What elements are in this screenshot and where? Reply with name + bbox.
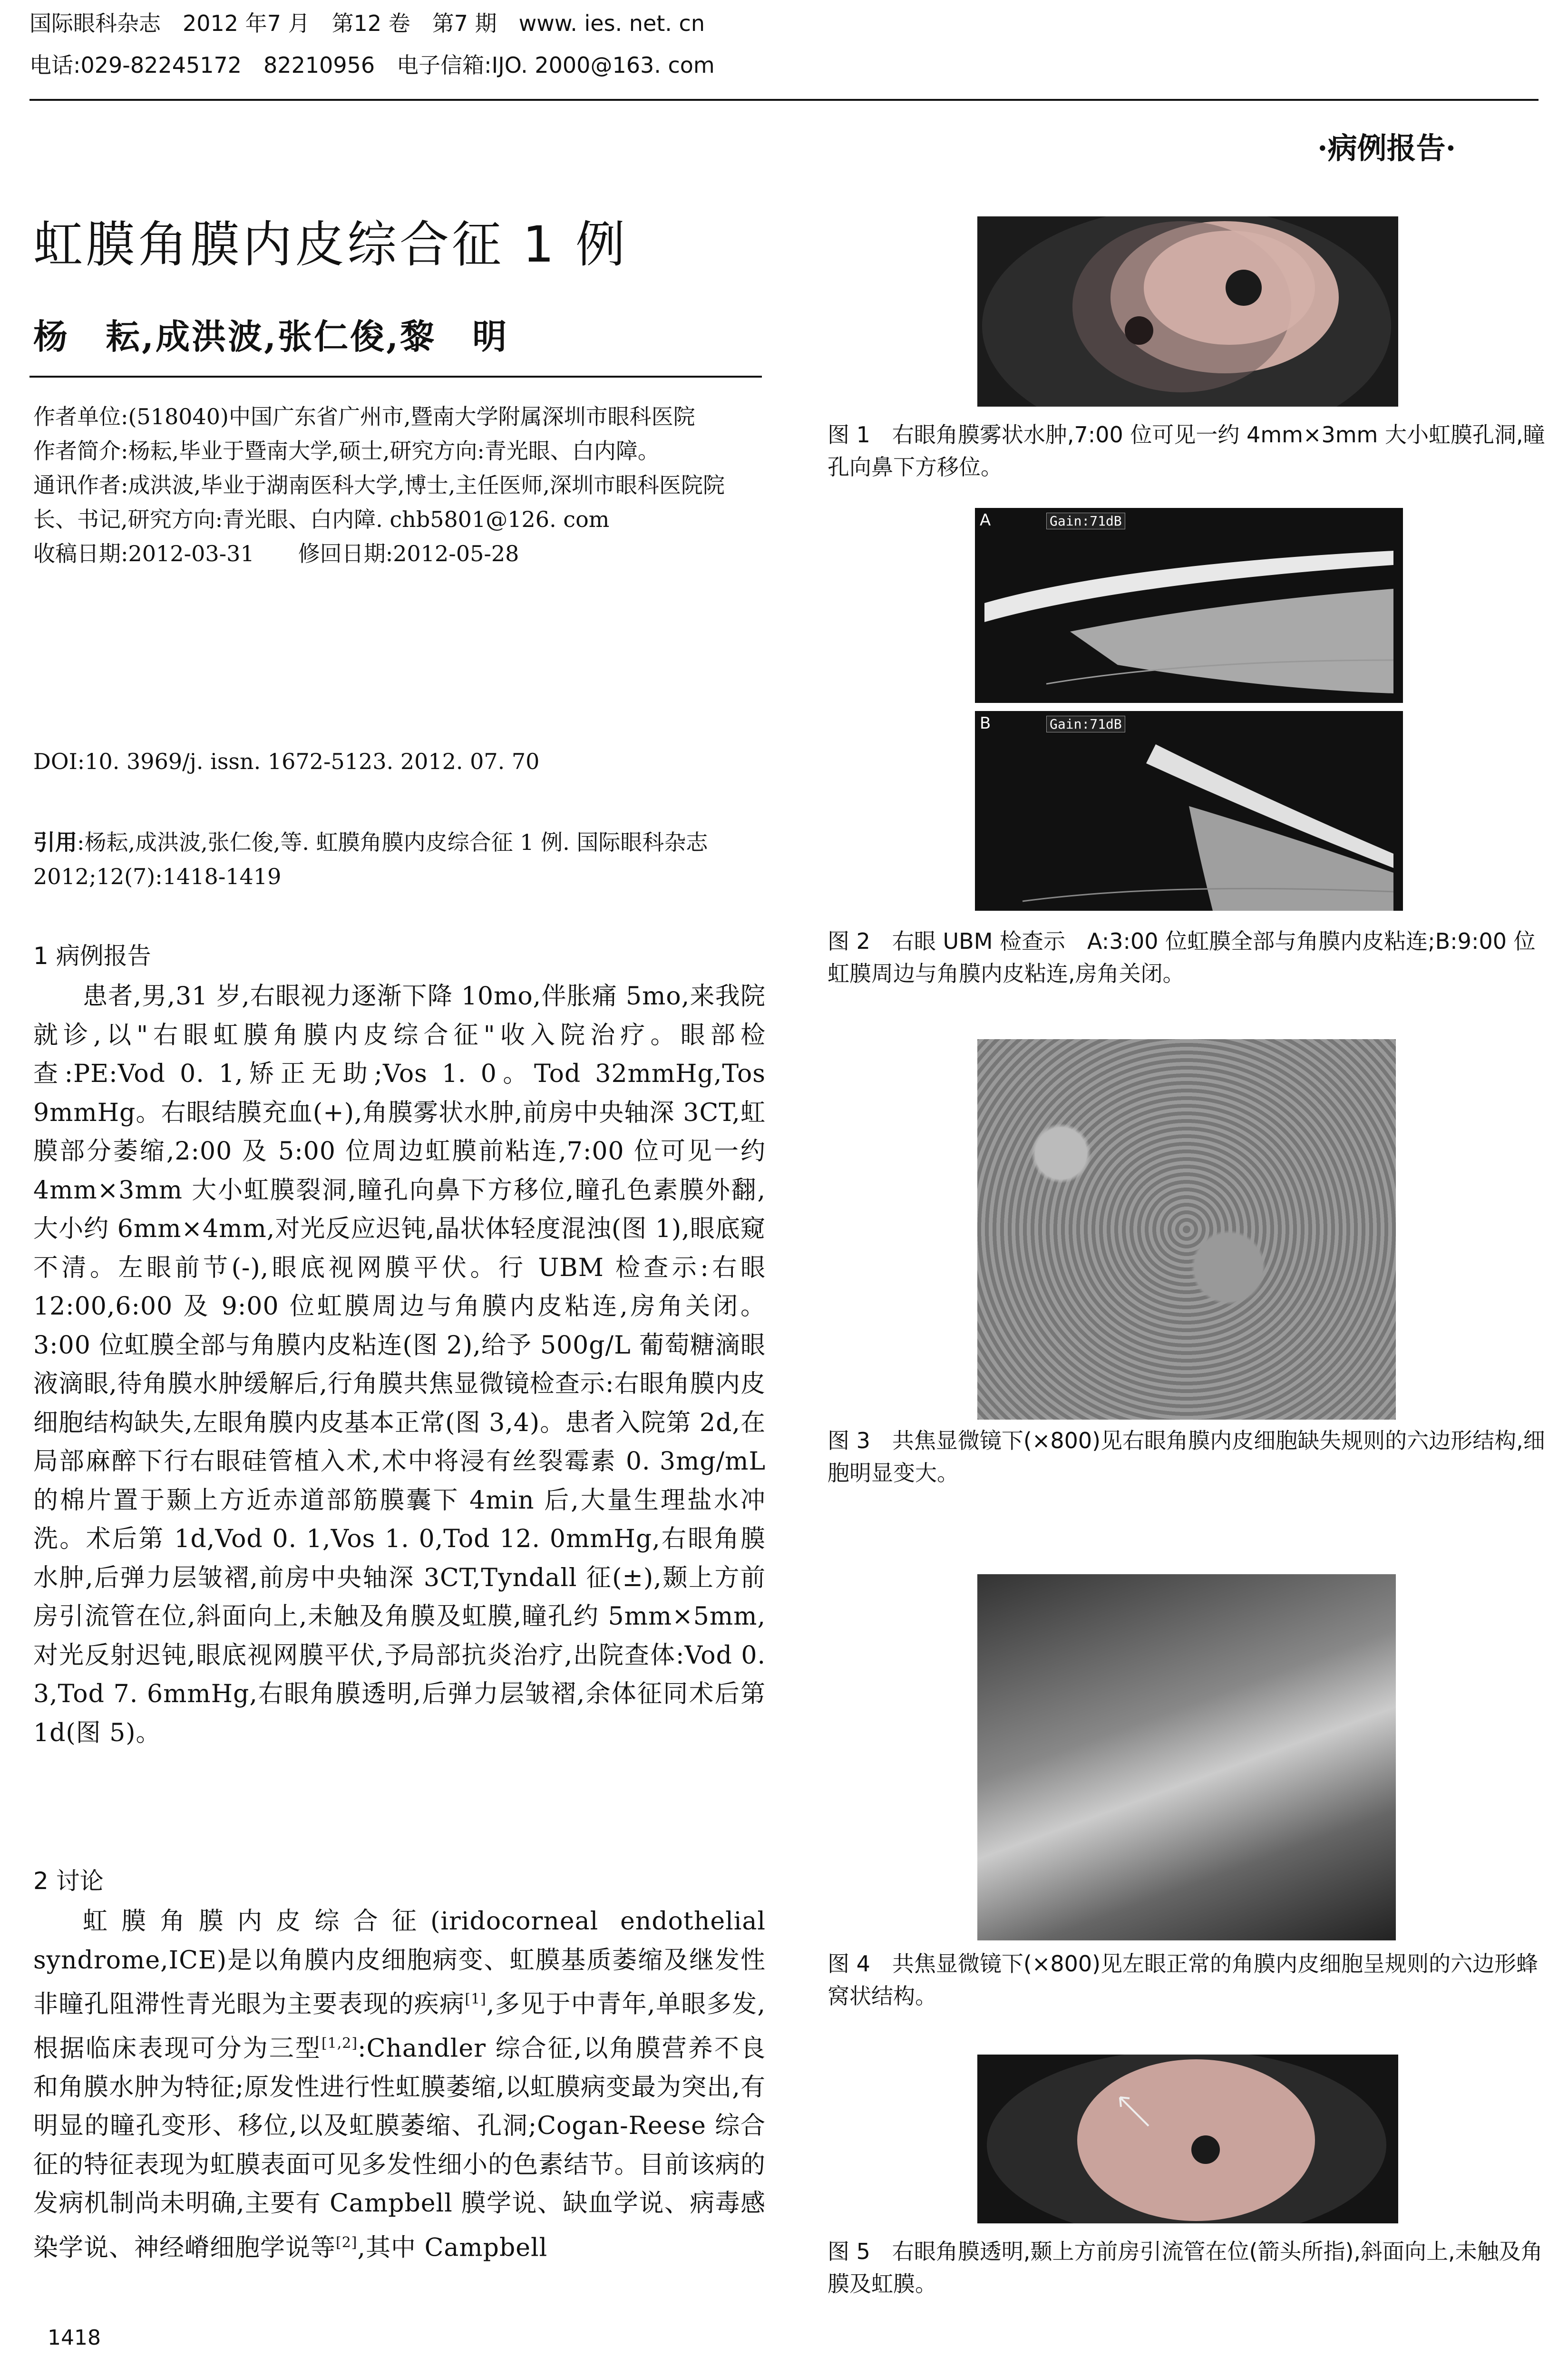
author-affiliation: 作者单位:(518040)中国广东省广州市,暨南大学附属深圳市眼科医院 — [33, 404, 695, 429]
authors-rule — [29, 376, 762, 378]
figure3-caption: 图 3 共焦显微镜下(×800)见右眼角膜内皮细胞缺失规则的六边形结构,细胞明显变大。 — [828, 1428, 1545, 1486]
ubm-scan-a — [975, 508, 1403, 703]
doi: DOI:10. 3969/j. issn. 1672-5123. 2012. 07. 70 — [33, 749, 540, 774]
corresponding-author: 通讯作者:成洪波,毕业于湖南医科大学,博士,主任医师,深圳市眼科医院院长、书记,研究方向:青光眼、白内障. chb5801@126. com — [33, 472, 725, 532]
figure2b-label: B — [980, 714, 991, 733]
article-authors: 杨 耘,成洪波,张仁俊,黎 明 — [33, 316, 509, 357]
citation — [33, 825, 766, 894]
section2-heading: 2 讨论 — [33, 1867, 104, 1895]
header-rule — [29, 99, 1539, 101]
citation-label: 引用 — [33, 829, 77, 855]
eye-illustration-2 — [977, 2055, 1398, 2223]
figure3-confocal-image — [977, 1039, 1396, 1420]
figure2a-gain: Gain:71dB — [1046, 513, 1125, 529]
figure2a-label: A — [980, 511, 991, 530]
author-bio: 作者简介:杨耘,毕业于暨南大学,硕士,研究方向:青光眼、白内障。 — [33, 438, 660, 464]
section1-heading: 1 病例报告 — [33, 942, 151, 970]
section1-body — [33, 977, 766, 1753]
ubm-scan-b — [975, 711, 1403, 911]
author-info-block — [33, 399, 766, 571]
figure1-eye-photo — [977, 216, 1398, 407]
citation-text: :杨耘,成洪波,张仁俊,等. 虹膜角膜内皮综合征 1 例. 国际眼科杂志 2012;12(7):1418-1419 — [33, 829, 708, 889]
reference-1-2: [1,2] — [321, 2035, 358, 2052]
section2-paragraph: 虹膜角膜内皮综合征(iridocorneal endothelial syndrome,ICE)是以角膜内皮细胞病变、虹膜基质萎缩及继发性非瞳孔阻滞性青光眼为主要表现的疾病[1],多见于中青年,单眼多发,根据临床表现可分为三型[1,2]:Chandler 综合征,以角膜营养不良和角膜水肿为特征;原发性进行性虹膜萎缩,以虹膜病变最为突出,有明显的瞳孔变形、移位,以及虹膜萎缩、孔洞;Cogan-Reese 综合征的特征表现为虹膜表面可见多发性细小的色素结节。目前该病的发病机制尚未明确,主要有 Campbell 膜学说、缺血学说、病毒感染学说、神经嵴细胞学说等[2],其中 Campbell — [33, 1907, 766, 2262]
figure4-confocal-image — [977, 1574, 1396, 1940]
received-dates: 收稿日期:2012-03-31 修回日期:2012-05-28 — [33, 541, 519, 566]
figure2b-gain: Gain:71dB — [1046, 716, 1125, 732]
reference-1: [1] — [465, 1991, 487, 2007]
section1-paragraph: 患者,男,31 岁,右眼视力逐渐下降 10mo,伴胀痛 5mo,来我院就诊,以"右眼虹膜角膜内皮综合征"收入院治疗。眼部检查:PE:Vod 0. 1,矫正无助;Vos 1. 0。Tod 32mmHg,Tos 9mmHg。右眼结膜充血(+),角膜雾状水肿,前房中央轴深 3CT,虹膜部分萎缩,2:00 及 5:00 位周边虹膜前粘连,7:00 位可见一约 4mm×3mm 大小虹膜裂洞,瞳孔向鼻下方移位,瞳孔色素膜外翻,大小约 6mm×4mm,对光反应迟钝,晶状体轻度混浊(图 1),眼底窥不清。左眼前节(-),眼底视网膜平伏。行 UBM 检查示:右眼 12:00,6:00 及 9:00 位虹膜周边与角膜内皮粘连,房角关闭。3:00 位虹膜全部与角膜内皮粘连(图 2),给予 500g/L 葡萄糖滴眼液滴眼,待角膜水肿缓解后,行角膜共焦显微镜检查示:右眼角膜内皮细胞结构缺失,左眼角膜内皮基本正常(图 3,4)。患者入院第 2d,在局部麻醉下行右眼硅管植入术,术中将浸有丝裂霉素 0. 3mg/mL 的棉片置于颞上方近赤道部筋膜囊下 4min 后,大量生理盐水冲洗。术后第 1d,Vod 0. 1,Vos 1. 0,Tod 12. 0mmHg,右眼角膜水肿,后弹力层皱褶,前房中央轴深 3CT,Tyndall 征(±),颞上方前房引流管在位,斜面向上,未触及角膜及虹膜,瞳孔约 5mm×5mm,对光反射迟钝,眼底视网膜平伏,予局部抗炎治疗,出院查体:Vod 0. 3,Tod 7. 6mmHg,右眼角膜透明,后弹力层皱褶,余体征同术后第 1d(图 5)。 — [33, 982, 766, 1747]
figure2a-ubm-image — [975, 508, 1403, 703]
figure5-caption: 图 5 右眼角膜透明,颞上方前房引流管在位(箭头所指),斜面向上,未触及角膜及虹膜。 — [828, 2239, 1543, 2297]
figure2b-ubm-image — [975, 711, 1403, 911]
article-title: 虹膜角膜内皮综合征 1 例 — [33, 215, 628, 273]
reference-2: [2] — [336, 2234, 358, 2251]
figure1-caption: 图 1 右眼角膜雾状水肿,7:00 位可见一约 4mm×3mm 大小虹膜孔洞,瞳孔向鼻下方移位。 — [828, 422, 1545, 480]
journal-header-line1: 国际眼科杂志 2012 年7 月 第12 卷 第7 期 www. ies. net. cn — [29, 10, 705, 36]
eye-illustration — [977, 216, 1398, 407]
page-number: 1418 — [48, 2326, 101, 2350]
figure2-caption: 图 2 右眼 UBM 检查示 A:3:00 位虹膜全部与角膜内皮粘连;B:9:00 位虹膜周边与角膜内皮粘连,房角关闭。 — [828, 928, 1536, 986]
figure4-caption: 图 4 共焦显微镜下(×800)见左眼正常的角膜内皮细胞呈规则的六边形蜂窝状结构。 — [828, 1951, 1539, 2009]
figure5-eye-photo — [977, 2055, 1398, 2223]
journal-header-line2: 电话:029-82245172 82210956 电子信箱:IJO. 2000@163. com — [29, 52, 715, 78]
section-tag: ·病例报告· — [1317, 131, 1456, 166]
section2-body — [33, 1902, 766, 2267]
